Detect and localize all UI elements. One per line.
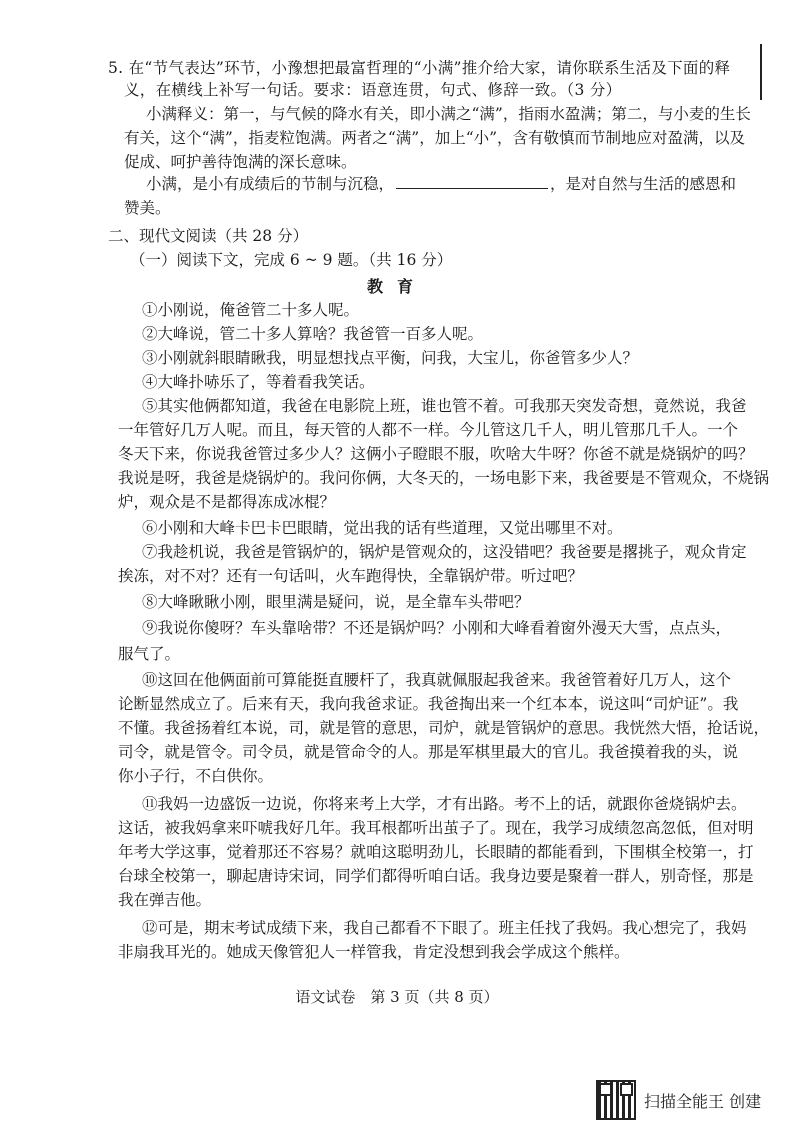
para-5-line2: 一年管好几万人呢。而且，每天管的人都不一样。今儿管这几千人，明儿管那几千人。一个 [118,421,739,439]
para-10-line4: 司令，就是管令。司令员，就是管命令的人。那是军棋里最大的官儿。我爸摸着我的头，说 [118,743,739,761]
q5-line1: 5. 在“节气表达”环节，小豫想把最富哲理的“小满”推介给大家，请你联系生活及下面的释 [108,59,731,77]
scanner-watermark [596,1080,761,1120]
q5-definition-1: 小满释义：第一，与气候的降水有关，即小满之“满”，指雨水盈满；第二，与小麦的生长 [146,105,751,123]
section2-heading: 二、现代文阅读（共 28 分） [108,227,309,245]
para-7-line1: ⑦我趁机说，我爸是管锅炉的，锅炉是管观众的，这没错吧？我爸要是撂挑子，观众肯定 [142,543,747,561]
para-12-line2: 非扇我耳光的。她成天像管犯人一样管我，肯定没想到我会学成这个熊样。 [118,943,630,961]
q5-fill-line [146,174,736,194]
qr-code-icon [596,1080,636,1120]
para-5-line1: ⑤其实他俩都知道，我爸在电影院上班，谁也管不着。可我那天突发奇想，竟然说，我爸 [142,397,747,415]
para-3: ③小刚就斜眼睛瞅我，明显想找点平衡，问我，大宝儿，你爸管多少人？ [142,349,639,367]
para-1: ①小刚说，俺爸管二十多人呢。 [142,301,360,319]
para-10-line3: 不懂。我爸扬着红本说，司，就是管的意思，司炉，就是管锅炉的意思。我恍然大悟，抢话说， [118,719,770,737]
para-11-line5: 我在弹吉他。 [118,891,212,909]
para-5-line4: 我说是呀，我爸是烧锅炉的。我问你俩，大冬天的，一场电影下来，我爸要是不管观众，不烧锅 [118,469,770,487]
para-9-line2: 服气了。 [118,645,181,663]
para-7-line2: 挨冻，对不对？还有一句话叫，火车跑得快，全靠锅炉带。听过吧？ [118,567,584,585]
para-10-line1: ⑩这回在他俩面前可算能挺直腰杆了，我真就佩服起我爸来。我爸管着好几万人，这个 [142,671,732,689]
para-5-line3: 冬天下来，你说我爸管过多少人？这俩小子瞪眼不服，吹啥大牛呀？你爸不就是烧锅炉的吗？ [118,445,754,463]
para-10-line5: 你小子行，不白供你。 [118,767,274,785]
q5-fill-before: 小满，是小有成绩后的节制与沉稳， [146,175,395,193]
para-4: ④大峰扑哧乐了，等着看我笑话。 [142,373,375,391]
para-11-line2: 这话，被我妈拿来吓唬我好几年。我耳根都听出茧子了。现在，我学习成绩忽高忽低，但对明 [118,819,754,837]
q5-definition-2: 有关，这个“满”，指麦粒饱满。两者之“满”，加上“小”，含有敬慎而节制地应对盈满，以及 [124,129,746,147]
section2-sub: （一）阅读下文，完成 6 ~ 9 题。（共 16 分） [130,251,453,269]
q5-definition-3: 促成、呵护善待饱满的深长意味。 [124,153,357,171]
para-11-line1: ⑪我妈一边盛饭一边说，你将来考上大学，才有出路。考不上的话，就跟你爸烧锅炉去。 [142,795,747,813]
para-9-line1: ⑨我说你傻呀？车头靠啥带？不还是锅炉吗？小刚和大峰看着窗外漫天大雪，点点头， [142,619,732,637]
para-11-line4: 台球全校第一，聊起唐诗宋词，同学们都得听咱白话。我身边要是聚着一群人，别奇怪，那是 [118,867,754,885]
scanner-label: 扫描全能王 创建 [644,1091,762,1111]
q5-fill-end: 赞美。 [124,199,171,217]
para-5-line5: 炉，观众是不是都得冻成冰棍？ [118,493,336,511]
margin-bar [760,44,762,100]
para-10-line2: 论断显然成立了。后来有天，我向我爸求证。我爸掏出来一个红本本，说这叫“司炉证”。我 [118,695,739,713]
answer-blank[interactable] [396,174,548,189]
q5-line2: 义，在横线上补写一句话。要求：语意连贯，句式、修辞一致。（3 分） [124,81,622,99]
page-footer: 语文试卷 第 3 页（共 8 页） [295,988,499,1006]
para-2: ②大峰说，管二十多人算啥？我爸管一百多人呢。 [142,325,484,343]
para-8: ⑧大峰瞅瞅小刚，眼里满是疑问，说，是全靠车头带吧？ [142,593,530,611]
para-6: ⑥小刚和大峰卡巴卡巴眼睛，觉出我的话有些道理，又觉出哪里不对。 [142,519,623,537]
q5-fill-after: ，是对自然与生活的感恩和 [550,175,737,193]
passage-title: 教育 [366,277,427,296]
para-11-line3: 年考大学这事，觉着那还不容易？就咱这聪明劲儿，长眼睛的都能看到，下围棋全校第一，打 [118,843,754,861]
para-12-line1: ⑫可是，期末考试成绩下来，我自己都看不下眼了。班主任找了我妈。我心想完了，我妈 [142,919,747,937]
